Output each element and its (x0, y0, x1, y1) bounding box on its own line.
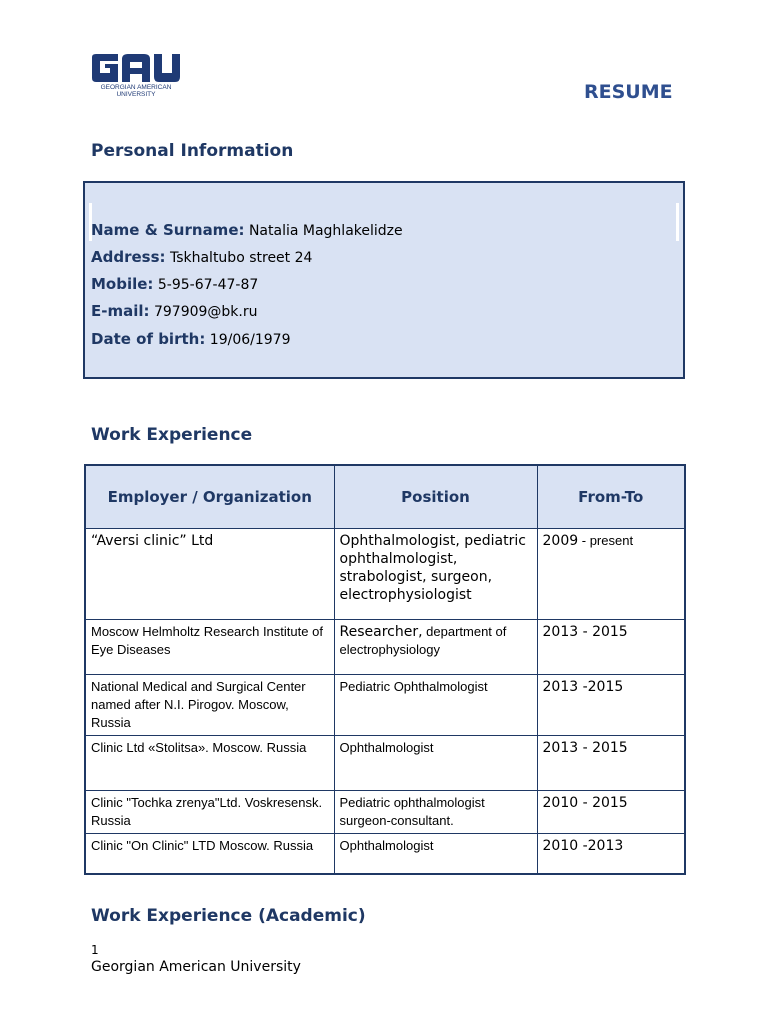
position-suffix: department of electrophysiology (339, 624, 507, 657)
info-label-dob: Date of birth: (91, 330, 206, 348)
column-header-position: Position (334, 465, 537, 529)
table-row (85, 834, 685, 874)
info-label-name: Name & Surname: (91, 221, 245, 239)
from-to-cell: 2010 - 2015 (537, 791, 685, 834)
info-label-mobile: Mobile: (91, 275, 154, 293)
info-value-dob: 19/06/1979 (209, 332, 291, 348)
info-row-mobile (91, 275, 258, 293)
info-value-name: Natalia Maghlakelidze (248, 223, 403, 239)
position-cell: Ophthalmologist, pediatric ophthalmologist, strabologist, surgeon, electrophysiologist (334, 529, 537, 620)
column-header-employer: Employer / Organization (85, 465, 334, 529)
info-value-address: Tskhaltubo street 24 (169, 250, 313, 266)
university-logo (90, 53, 182, 101)
work-experience-table (84, 464, 686, 875)
from-to-main: 2009 (542, 533, 579, 549)
position-main: Researcher, (339, 624, 423, 640)
table-row (85, 736, 685, 791)
table-row (85, 675, 685, 736)
personal-info-heading: Personal Information (91, 141, 294, 161)
personal-info-box (83, 181, 685, 379)
resume-title: RESUME (584, 81, 673, 103)
info-label-email: E-mail: (91, 302, 150, 320)
position-cell: Pediatric ophthalmologist surgeon-consultant. (334, 791, 537, 834)
from-to-cell: 2010 -2013 (537, 834, 685, 874)
from-to-suffix: - present (578, 533, 634, 548)
table-header-row (85, 465, 685, 529)
from-to-cell: 2013 - 2015 (537, 736, 685, 791)
from-to-cell: 2013 - 2015 (537, 620, 685, 675)
from-to-cell (537, 529, 685, 620)
position-cell: Ophthalmologist (334, 736, 537, 791)
academic-experience-heading: Work Experience (Academic) (91, 906, 366, 926)
page-number: 1 (91, 943, 99, 957)
info-label-address: Address: (91, 248, 166, 266)
employer-cell: Clinic Ltd «Stolitsa». Moscow. Russia (85, 736, 334, 791)
employer-cell: Clinic "On Clinic" LTD Moscow. Russia (85, 834, 334, 874)
column-header-from-to: From-To (537, 465, 685, 529)
info-row-name (91, 221, 403, 239)
table-row (85, 529, 685, 620)
table-row (85, 791, 685, 834)
footer-text: Georgian American University (91, 959, 301, 975)
info-row-email (91, 302, 258, 320)
employer-cell: Clinic "Tochka zrenya"Ltd. Voskresensk. Russia (85, 791, 334, 834)
info-row-address (91, 248, 312, 266)
info-value-mobile: 5-95-67-47-87 (157, 277, 259, 293)
employer-cell: National Medical and Surgical Center named after N.I. Pirogov. Moscow, Russia (85, 675, 334, 736)
logo-caption-line1: GEORGIAN AMERICAN (100, 84, 172, 91)
work-experience-heading: Work Experience (91, 425, 253, 445)
info-row-dob (91, 330, 290, 348)
info-value-email: 797909@bk.ru (153, 304, 258, 320)
from-to-cell: 2013 -2015 (537, 675, 685, 736)
position-cell: Pediatric Ophthalmologist (334, 675, 537, 736)
table-row (85, 620, 685, 675)
employer-cell: Moscow Helmholtz Research Institute of Eye Diseases (85, 620, 334, 675)
logo-caption-line2: UNIVERSITY (116, 90, 156, 98)
gau-logo-icon (90, 53, 182, 83)
employer-cell: “Aversi clinic” Ltd (85, 529, 334, 620)
position-cell (334, 620, 537, 675)
position-cell: Ophthalmologist (334, 834, 537, 874)
